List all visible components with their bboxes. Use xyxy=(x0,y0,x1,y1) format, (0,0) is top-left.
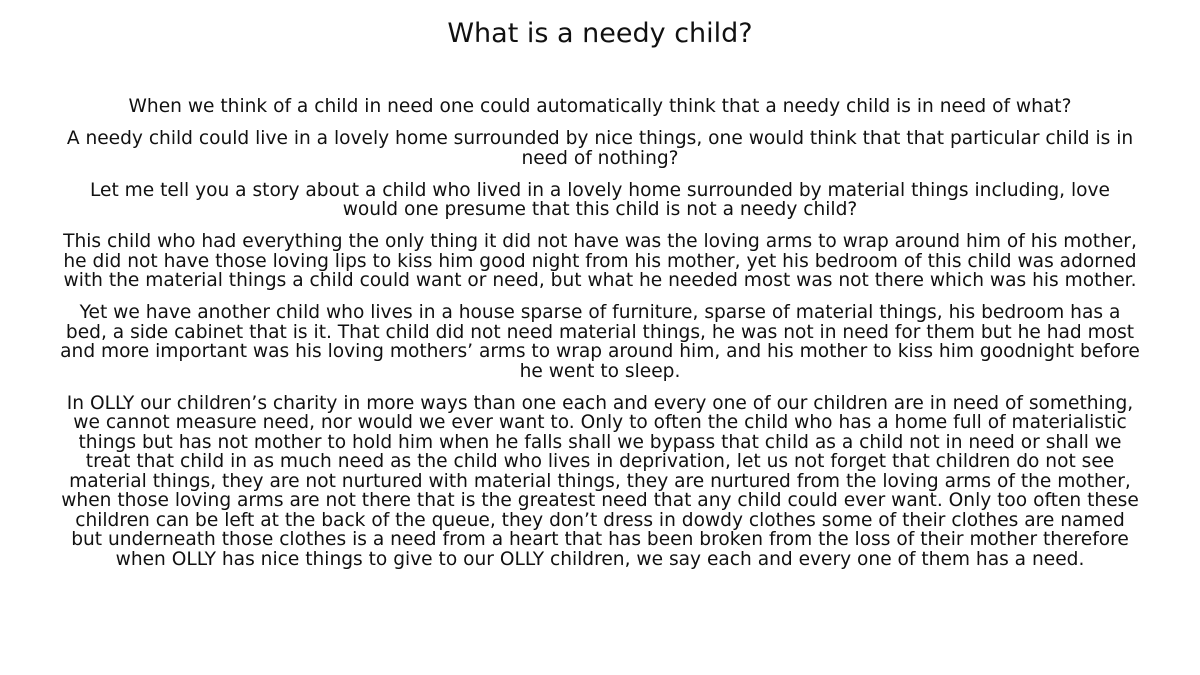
slide-title: What is a needy child? xyxy=(447,18,753,49)
slide-body xyxy=(60,97,1140,569)
paragraph-story: Let me tell you a story about a child who lived in a lovely home surrounded by material things including, love would one presume that this child is not a needy child? xyxy=(89,179,1110,220)
paragraph-lovely-home: A needy child could live in a lovely home surrounded by nice things, one would think that that particular child is in need of nothing? xyxy=(66,128,1134,169)
paragraph-olly-charity: In OLLY our children’s charity in more ways than one each and every one of our children are in need of something, we cannot measure need, nor would we ever want to. Only to often the child who has a home full of materialistic things but has not mother to hold him when he falls shall we bypass that child as a child not in need or shall we treat that child in as much need as the child who lives in deprivation, let us not forget that children do not see material things, they are not nurtured with material things, they are nurtured from the loving arms of the mother, when those loving arms are not there that is the greatest need that any child could ever want. Only too often these children can be left at the back of the queue, they don’t dress in dowdy clothes some of their clothes are named but underneath those clothes is a need from a heart that has been broken from the loss of their mother therefore when OLLY has nice things to give to our OLLY children, we say each and every one of them has a need. xyxy=(61,392,1139,570)
paragraph-sparse-house: Yet we have another child who lives in a house sparse of furniture, sparse of material things, his bedroom has a bed, a side cabinet that is it. That child did not need material things, he was not in need for them but he had most and more important was his loving mothers’ arms to wrap around him, and his mother to kiss him goodnight before he went to sleep. xyxy=(60,302,1140,382)
paragraph-missing-mother: This child who had everything the only thing it did not have was the loving arms to wrap around him of his mother, he did not have those loving lips to kiss him good night from his mother, yet his bedroom of this child was adorned with the material things a child could want or need, but what he needed most was not there which was his mother. xyxy=(63,231,1137,291)
paragraph-question: When we think of a child in need one could automatically think that a needy child is in need of what? xyxy=(128,96,1072,117)
